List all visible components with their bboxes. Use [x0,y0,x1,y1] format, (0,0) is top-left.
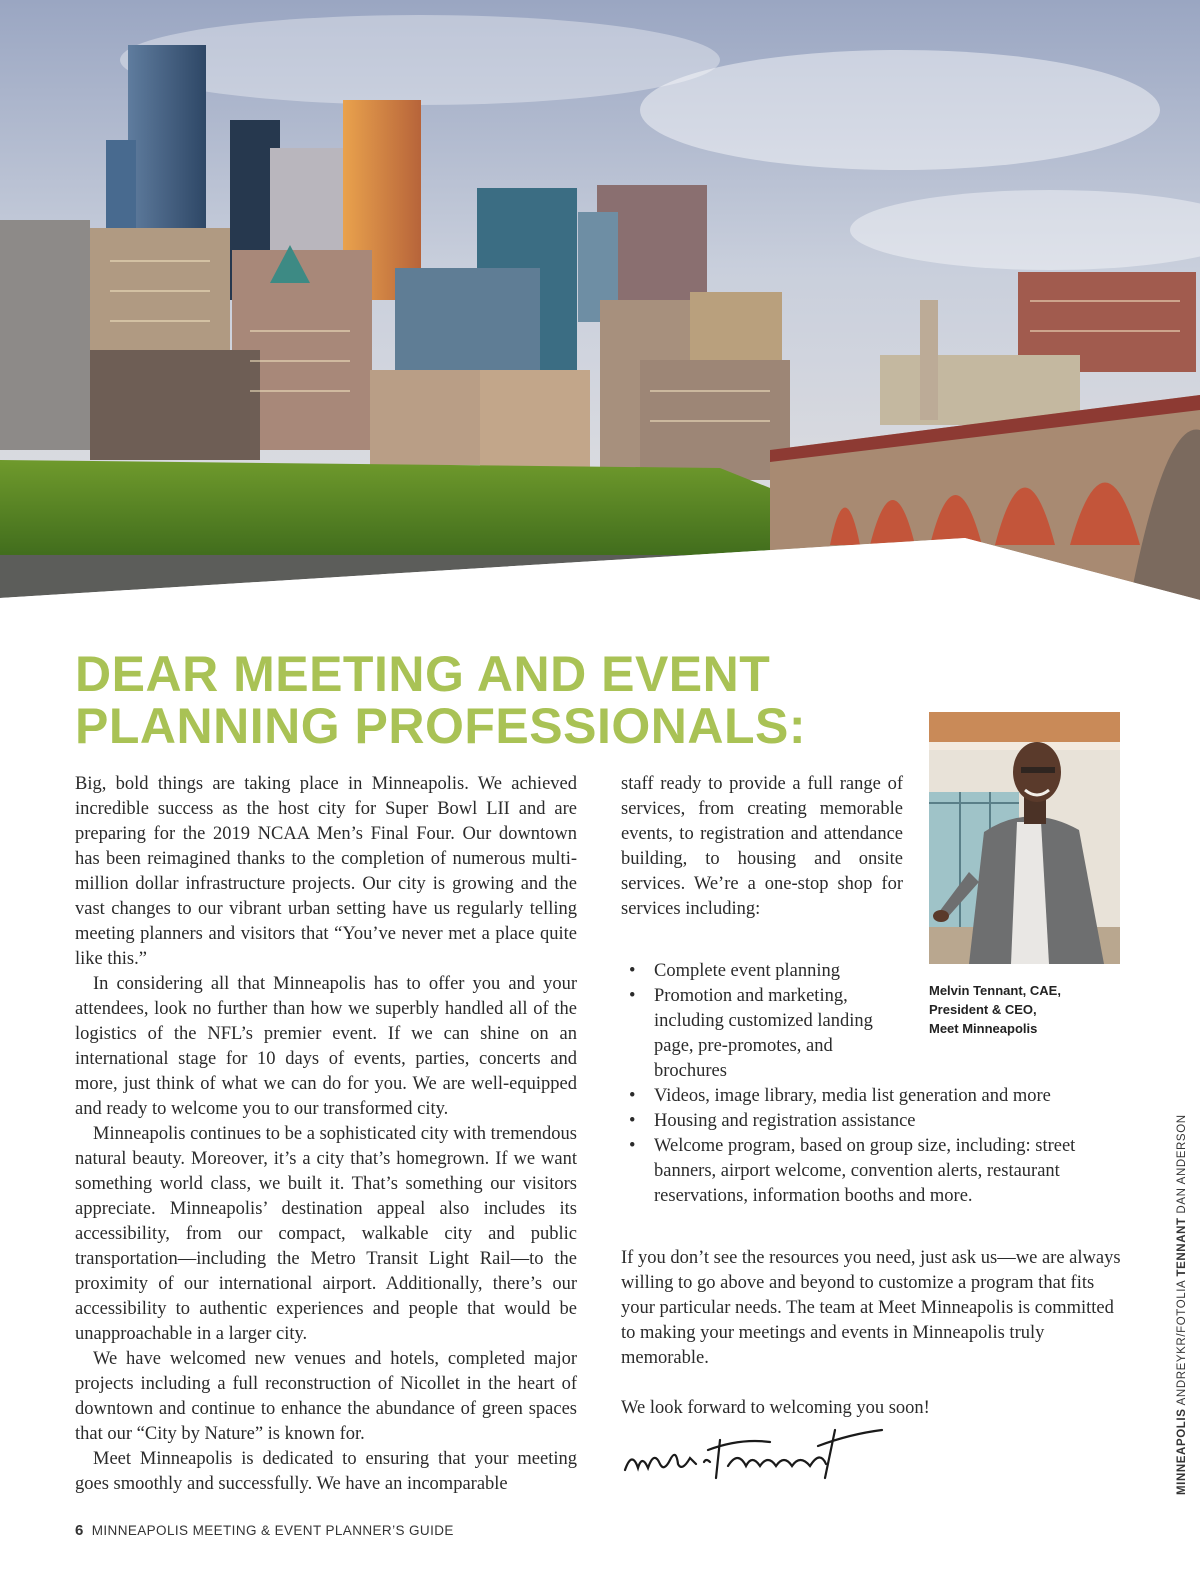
closing-paragraph: We look forward to welcoming you soon! [621,1398,930,1418]
handwritten-signature [620,1420,890,1500]
body-paragraph: Minneapolis continues to be a sophisticated city with tremendous natural beauty. Moreover, it’s a city that’s homegrown. If we want something world class, we built it. That’s something our visitors appreciate. Minneapolis’ destination appeal also includes its accessibility, from our compact, walkable city and public transportation—including the Metro Transit Light Rail—to the proximity of our international airport. Additionally, there’s our accessibility to authentic experiences and people that would be unapproachable in a larger city. [75,1124,577,1344]
caption-line: Melvin Tennant, CAE, [929,983,1061,998]
list-item: • Complete event planning [621,959,894,984]
portrait-photo [929,712,1120,964]
page-headline [75,648,806,752]
publication-title: MINNEAPOLIS MEETING & EVENT PLANNER’S GUIDE [91,1523,454,1538]
caption-line: President & CEO, [929,1002,1037,1017]
caption-line: Meet Minneapolis [929,1021,1038,1036]
credit-label: MINNEAPOLIS [1176,1408,1188,1495]
list-item: • Promotion and marketing, including customized landing page, pre-promotes, and brochures [621,984,894,1084]
body-paragraph: Big, bold things are taking place in Minneapolis. We achieved incredible success as the host city for Super Bowl LII and are preparing for the 2019 NCAA Men’s Final Four. Our downtown has been reimagined thanks to the completion of numerous multi-million dollar infrastructure projects. Our city is growing and the vast changes to our vibrant urban setting have us regularly telling meeting planners and visitors that “You’ve never met a place quite like this.” [75,774,577,969]
photo-credit-text [1172,1114,1192,1495]
list-item: • Housing and registration assistance [621,1109,1121,1134]
services-list [621,959,1121,1209]
letter-right-column-intro [621,772,903,922]
signature-scribble [620,1420,890,1500]
credit-label: TENNANT [1176,1217,1188,1277]
headline-line-2: PLANNING PROFESSIONALS: [75,698,806,754]
letter-closing [621,1246,1121,1446]
body-paragraph: staff ready to provide a full range of services, from creating memorable events, to registration and attendance building, to housing and onsite services. We’re a one-stop shop for services including: [621,774,903,919]
photo-credit [1152,1114,1188,1495]
page-number: 6 [75,1522,84,1539]
skyline-illustration [0,0,1200,600]
closing-paragraph: If you don’t see the resources you need, just ask us—we are always willing to go above and beyond to customize a program that fits your particular needs. The team at Meet Minneapolis is committed to making your meetings and events in Minneapolis truly memorable. [621,1248,1121,1368]
letter-left-column [75,772,577,1497]
body-paragraph: We have welcomed new venues and hotels, completed major projects including a full reconstruction of Nicollet in the heart of downtown and continue to enhance the abundance of green spaces that our “City by Nature” is known for. [75,1349,577,1444]
credit-value: DAN ANDERSON [1176,1114,1188,1214]
hero-skyline-image [0,0,1200,600]
body-paragraph: Meet Minneapolis is dedicated to ensuring that your meeting goes smoothly and successfully. We have an incomparable [75,1449,577,1494]
page-footer [75,1522,454,1539]
headline-line-1: DEAR MEETING AND EVENT [75,646,771,702]
list-item: • Videos, image library, media list generation and more [621,1084,1121,1109]
portrait-illustration [929,712,1120,964]
list-item: • Welcome program, based on group size, including: street banners, airport welcome, convention alerts, restaurant reservations, information booths and more. [621,1134,1121,1209]
credit-value: ANDREYKR/FOTOLIA [1176,1280,1188,1406]
body-paragraph: In considering all that Minneapolis has to offer you and your attendees, look no further than how we superbly handled all of the logistics of the NFL’s premier event. If we can shine on an international stage for 10 days of events, parties, concerts and more, just think of what we can do for you. We are well-equipped and ready to welcome you to our transformed city. [75,974,577,1119]
